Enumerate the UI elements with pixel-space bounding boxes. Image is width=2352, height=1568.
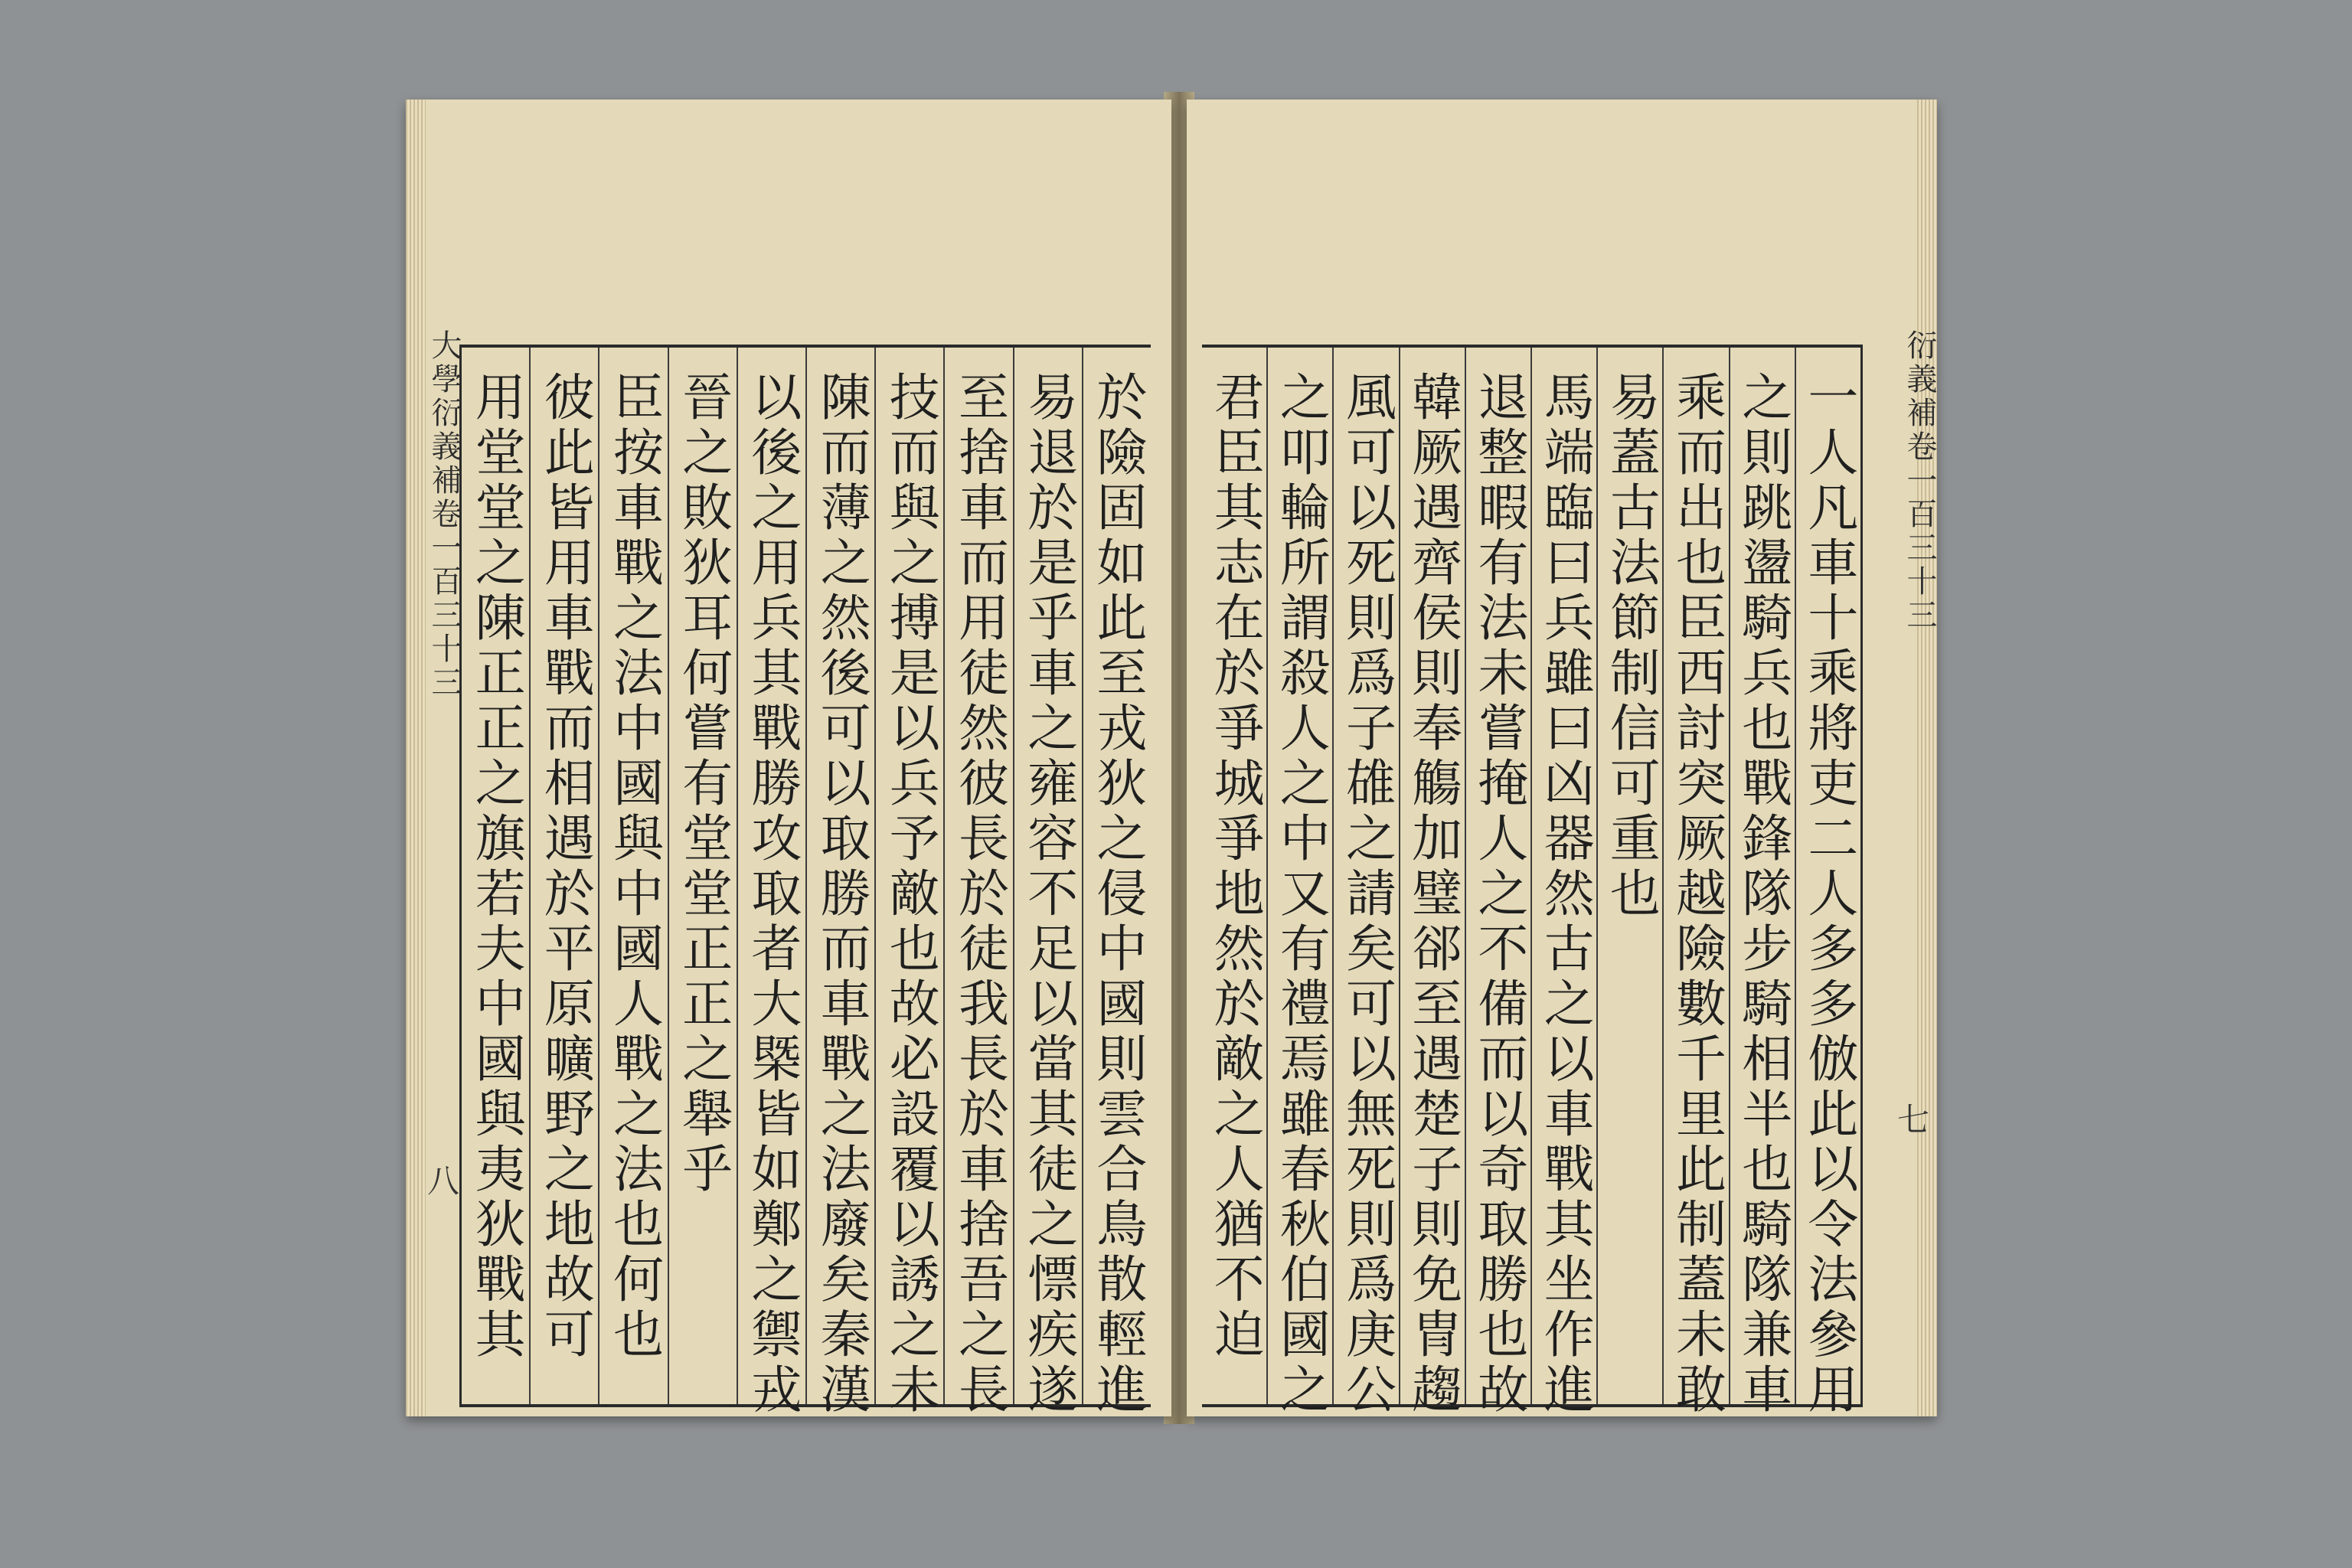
column-text: 用堂堂之陳正正之旗若夫中國與夷狄戰其 bbox=[466, 371, 526, 1363]
text-column bbox=[529, 348, 598, 1404]
text-columns bbox=[1202, 348, 1860, 1418]
column-text: 君臣其志在於爭城爭地然於敵之人猶不迫 bbox=[1205, 371, 1265, 1363]
text-column bbox=[1013, 348, 1082, 1418]
text-column bbox=[943, 348, 1012, 1418]
text-column bbox=[1530, 348, 1596, 1418]
text-column bbox=[1332, 348, 1398, 1418]
column-text: 陳而薄之然後可以取勝而車戰之法廢矣秦漢 bbox=[812, 371, 871, 1418]
text-column bbox=[1795, 348, 1860, 1418]
column-text: 退整暇有法未嘗掩人之不備而以奇取勝也故 bbox=[1468, 371, 1528, 1418]
page-number: 七 bbox=[1896, 1101, 1929, 1138]
text-column bbox=[874, 348, 943, 1418]
right-page bbox=[1187, 100, 1937, 1416]
text-column bbox=[737, 348, 805, 1418]
text-column bbox=[1399, 348, 1465, 1418]
page-edge-stack bbox=[406, 100, 426, 1416]
column-text: 馬端臨曰兵雖曰凶器然古之以車戰其坐作進 bbox=[1535, 371, 1595, 1418]
text-column bbox=[1729, 348, 1795, 1418]
text-column bbox=[1662, 348, 1728, 1418]
column-text: 彼此皆用車戰而相遇於平原曠野之地故可 bbox=[535, 371, 595, 1363]
column-text: 臣按車戰之法中國與中國人戰之法也何也 bbox=[604, 371, 664, 1363]
text-column bbox=[668, 348, 737, 1404]
column-text: 以後之用兵其戰勝攻取者大槩皆如鄭之禦戎 bbox=[742, 371, 802, 1418]
text-column bbox=[1082, 348, 1151, 1418]
left-page bbox=[406, 100, 1171, 1416]
column-text: 晉之敗狄耳何嘗有堂堂正正之舉乎 bbox=[673, 371, 733, 1197]
text-column bbox=[1465, 348, 1530, 1418]
page-number: 八 bbox=[427, 1162, 460, 1200]
column-text: 至捨車而用徒然彼長於徒我長於車捨吾之長 bbox=[949, 371, 1009, 1418]
column-text: 風可以死則爲子䧺之請矣可以無死則爲庚公 bbox=[1337, 371, 1396, 1418]
page-edge-stack bbox=[1917, 100, 1937, 1416]
text-column bbox=[1596, 348, 1662, 1404]
text-column bbox=[805, 348, 874, 1418]
column-text: 之叩輪所謂殺人之中又有禮焉雖春秋伯國之 bbox=[1271, 371, 1331, 1418]
text-column bbox=[1266, 348, 1332, 1418]
text-frame bbox=[1202, 345, 1863, 1418]
column-text: 一人凡車十乘將吏二人多多倣此以令法參用 bbox=[1798, 371, 1858, 1418]
column-text: 易退於是乎車之雍容不足以當其徒之慓疾遂 bbox=[1018, 371, 1078, 1418]
text-column bbox=[462, 348, 529, 1404]
column-text: 之則跳盪騎兵也戰鋒隊步騎相半也騎隊兼車 bbox=[1733, 371, 1792, 1418]
text-column bbox=[598, 348, 667, 1404]
margin-title: 大學衍義補卷一百三十三 bbox=[426, 329, 462, 700]
column-text: 易蓋古法節制信可重也 bbox=[1601, 371, 1661, 922]
text-column bbox=[1202, 348, 1266, 1404]
margin-title: 衍義補卷一百三十三 bbox=[1902, 329, 1937, 632]
column-text: 技而與之搏是以兵予敵也故必設覆以誘之未 bbox=[880, 371, 940, 1418]
column-text: 韓厥遇齊侯則奉觴加璧郤至遇楚子則免冑趨 bbox=[1403, 371, 1462, 1418]
column-text: 於險固如此至戎狄之侵中國則雲合鳥散輕進 bbox=[1087, 371, 1147, 1418]
column-text: 乘而出也臣西討突厥越險數千里此制蓋未敢 bbox=[1667, 371, 1726, 1418]
open-book bbox=[406, 92, 1937, 1424]
text-frame bbox=[459, 345, 1151, 1418]
text-columns bbox=[462, 348, 1151, 1418]
